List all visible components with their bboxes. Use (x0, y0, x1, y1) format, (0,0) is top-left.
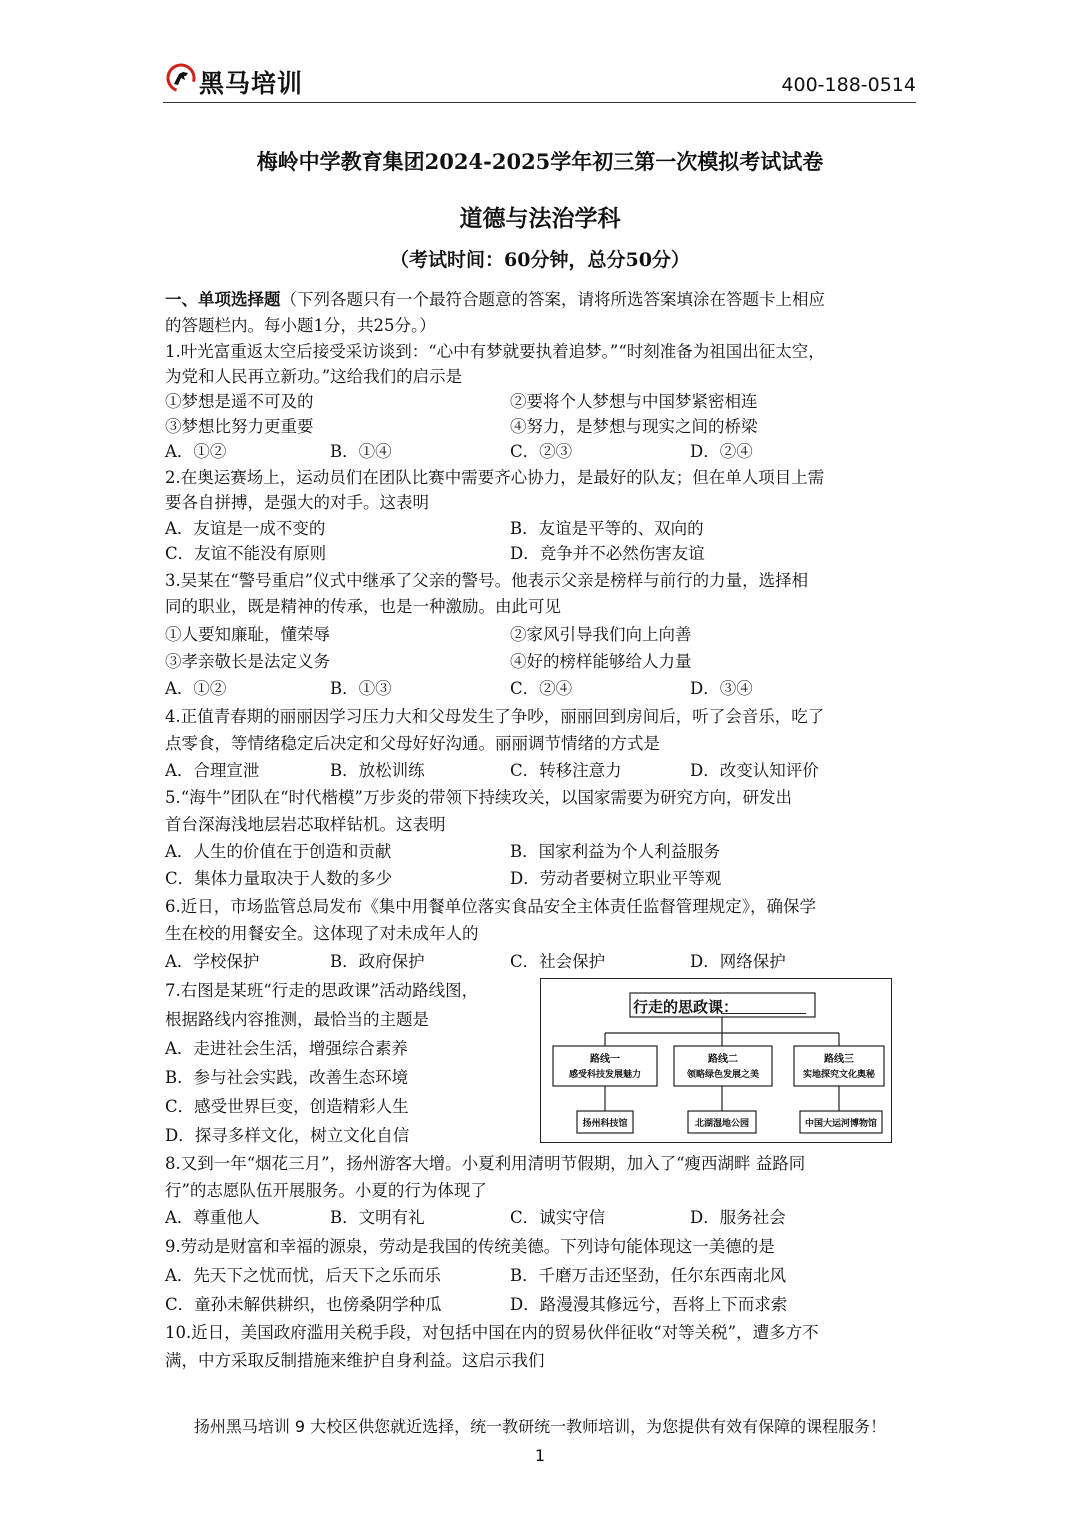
q9-option-c: C．童孙未解供耕织，也傍桑阴学种瓜 (165, 1295, 442, 1314)
q1-option-c: C．②③ (510, 442, 573, 461)
q7-line2: 根据路线内容推测，最恰当的主题是 (165, 1010, 429, 1029)
q2-line1: 2.在奥运赛场上，运动员们在团队比赛中需要齐心协力，是最好的队友；但在单人项目上需 (165, 468, 825, 487)
q4-line1: 4.正值青春期的丽丽因学习压力大和父母发生了争吵，丽丽回到房间后，听了会音乐，吃了 (165, 707, 825, 726)
section-heading: 一、单项选择题 (165, 290, 281, 309)
q5-line1: 5.“海牛”团队在“时代楷模”万步炎的带领下持续攻关，以国家需要为研究方向，研发出 (165, 788, 792, 807)
q3-option-a: A．①② (165, 679, 227, 698)
route1-name: 路线一 (590, 1054, 620, 1065)
horse-logo-icon (165, 62, 197, 94)
q8-option-a: A．尊重他人 (165, 1208, 260, 1227)
q10-line2: 满，中方采取反制措施来维护自身利益。这启示我们 (165, 1351, 545, 1370)
section-instr-1: （下列各题只有一个最符合题意的答案，请将所选答案填涂在答题卡上相应 (280, 290, 825, 309)
q9-option-d: D．路漫漫其修远兮，吾将上下而求索 (510, 1295, 788, 1314)
q10-line1: 10.近日，美国政府滥用关税手段，对包括中国在内的贸易伙伴征收“对等关税”，遭多方不 (165, 1323, 819, 1342)
q4-option-c: C．转移注意力 (510, 761, 622, 780)
q4-option-d: D．改变认知评价 (690, 761, 819, 780)
route1-desc: 感受科技发展魅力 (568, 1070, 641, 1080)
subject-title: 道德与法治学科 (459, 205, 621, 232)
q3-stmt-1: ①人要知廉耻，懂荣辱 (165, 625, 330, 644)
q2-option-d: D．竞争并不必然伤害友谊 (510, 544, 705, 563)
q3-stmt-2: ②家风引导我们向上向善 (510, 625, 692, 644)
q8-line2: 行”的志愿队伍开展服务。小夏的行为体现了 (165, 1181, 487, 1200)
q5-option-a: A．人生的价值在于创造和贡献 (165, 842, 392, 861)
q2-line2: 要各自拼搏，是强大的对手。这表明 (165, 493, 429, 512)
q1-option-d: D．②④ (690, 442, 753, 461)
q1-stmt-2: ②要将个人梦想与中国梦紧密相连 (510, 392, 758, 411)
q3-option-b: B．①③ (330, 679, 392, 698)
section-instr-2: 的答题栏内。每小题1分，共25分。） (165, 316, 436, 335)
q8-option-b: B．文明有礼 (330, 1208, 425, 1227)
q6-option-c: C．社会保护 (510, 952, 606, 971)
q7-line1: 7.右图是某班“行走的思政课”活动路线图， (165, 981, 479, 1000)
diagram-title-blank (721, 1013, 806, 1014)
section-instructions (165, 289, 825, 311)
q2-option-c: C．友谊不能没有原则 (165, 544, 327, 563)
footer-text: 扬州黑马培训 9 大校区供您就近选择，统一教研统一教师培训，为您提供有效有保障的课程服务！ (193, 1417, 887, 1436)
route3-place: 中国大运河博物馆 (804, 1119, 877, 1129)
route3-name: 路线三 (824, 1054, 854, 1065)
q1-stmt-1: ①梦想是遥不可及的 (165, 392, 314, 411)
diagram-title: 行走的思政课： (633, 998, 739, 1016)
q6-option-a: A．学校保护 (165, 952, 260, 971)
q8-option-c: C．诚实守信 (510, 1208, 606, 1227)
q1-option-a: A．①② (165, 442, 227, 461)
q6-option-b: B．政府保护 (330, 952, 425, 971)
q8-option-d: D．服务社会 (690, 1208, 786, 1227)
q1-line2: 为党和人民再立新功。”这给我们的启示是 (165, 367, 463, 386)
q5-line2: 首台深海浅地层岩芯取样钻机。这表明 (165, 815, 446, 834)
q4-line2: 点零食，等情绪稳定后决定和父母好好沟通。丽丽调节情绪的方式是 (165, 734, 660, 753)
q4-option-a: A．合理宣泄 (165, 761, 260, 780)
page-number: 1 (534, 1446, 546, 1465)
q7-option-b: B．参与社会实践，改善生态环境 (165, 1068, 409, 1087)
q8-line1: 8.又到一年“烟花三月”，扬州游客大增。小夏利用清明节假期，加入了“瘦西湖畔 益路同 (165, 1154, 806, 1173)
q3-line2: 同的职业，既是精神的传承，也是一种激励。由此可见 (165, 597, 561, 616)
q5-option-c: C．集体力量取决于人数的多少 (165, 869, 393, 888)
q3-option-c: C．②④ (510, 679, 573, 698)
q3-line1: 3.吴某在“警号重启”仪式中继承了父亲的警号。他表示父亲是榜样与前行的力量，选择相 (165, 571, 809, 590)
q1-stmt-3: ③梦想比努力更重要 (165, 417, 314, 436)
q6-line1: 6.近日，市场监管总局发布《集中用餐单位落实食品安全主体责任监督管理规定》，确保学 (165, 897, 816, 916)
exam-title: 梅岭中学教育集团2024-2025学年初三第一次模拟考试试卷 (256, 149, 824, 174)
q7-option-c: C．感受世界巨变，创造精彩人生 (165, 1097, 409, 1116)
brand-logo (165, 62, 315, 96)
route1-place: 扬州科技馆 (582, 1119, 628, 1129)
q6-line2: 生在校的用餐安全。这体现了对未成年人的 (165, 924, 479, 943)
q7-option-a: A．走进社会生活，增强综合素养 (165, 1039, 408, 1058)
q3-option-d: D．③④ (690, 679, 753, 698)
q7-option-d: D．探寻多样文化，树立文化自信 (165, 1126, 410, 1145)
route2-place: 北湖湿地公园 (694, 1119, 749, 1129)
q6-option-d: D．网络保护 (690, 952, 786, 971)
q5-option-b: B．国家利益为个人利益服务 (510, 842, 721, 861)
q3-stmt-4: ④好的榜样能够给人力量 (510, 652, 692, 671)
header-divider (163, 102, 916, 103)
route2-name: 路线二 (708, 1054, 738, 1065)
q1-line1: 1.叶光富重返太空后接受采访谈到：“心中有梦就要执着追梦。”“时刻准备为祖国出征太空， (165, 342, 825, 361)
q1-stmt-4: ④努力，是梦想与现实之间的桥梁 (510, 417, 758, 436)
route3-desc: 实地探究文化奥秘 (802, 1070, 875, 1080)
phone-number: 400-188-0514 (781, 74, 916, 96)
q9-option-b: B．千磨万击还坚劲，任尔东西南北风 (510, 1266, 787, 1285)
q1-option-b: B．①④ (330, 442, 392, 461)
q3-stmt-3: ③孝亲敬长是法定义务 (165, 652, 330, 671)
q5-option-d: D．劳动者要树立职业平等观 (510, 869, 722, 888)
exam-info: （考试时间：60分钟，总分50分） (390, 249, 690, 271)
q9-option-a: A．先天下之忧而忧，后天下之乐而乐 (165, 1266, 441, 1285)
route-diagram (540, 978, 892, 1143)
q2-option-b: B．友谊是平等的、双向的 (510, 519, 704, 538)
q9-line1: 9.劳动是财富和幸福的源泉，劳动是我国的传统美德。下列诗句能体现这一美德的是 (165, 1237, 775, 1256)
q4-option-b: B．放松训练 (330, 761, 425, 780)
q2-option-a: A．友谊是一成不变的 (165, 519, 326, 538)
route2-desc: 领略绿色发展之美 (686, 1070, 759, 1080)
brand-name: 黑马培训 (199, 69, 304, 98)
